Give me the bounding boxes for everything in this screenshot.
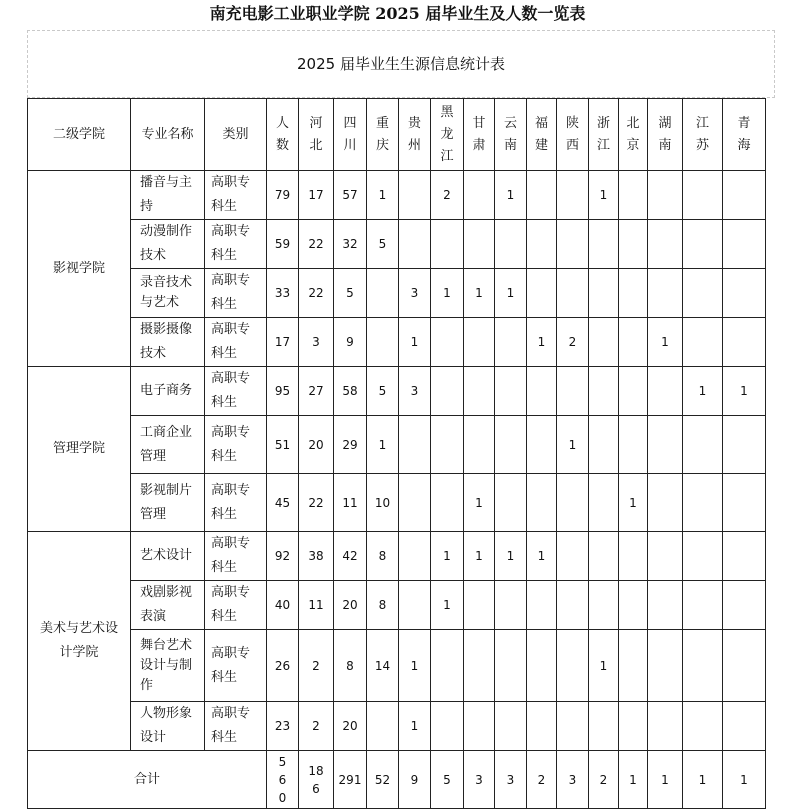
value-cell — [648, 474, 683, 532]
value-cell — [619, 416, 648, 474]
value-cell: 1 — [431, 269, 464, 318]
total-value: 52 — [367, 751, 399, 809]
value-cell — [648, 269, 683, 318]
value-cell: 27 — [299, 367, 334, 416]
header-cell — [527, 99, 557, 171]
value-cell — [527, 269, 557, 318]
value-cell: 1 — [723, 367, 766, 416]
value-cell: 42 — [334, 532, 367, 581]
total-value: 3 — [557, 751, 589, 809]
total-value: 291 — [334, 751, 367, 809]
value-cell — [683, 630, 723, 702]
value-cell: 1 — [464, 474, 495, 532]
total-value: 1 — [648, 751, 683, 809]
value-cell — [683, 581, 723, 630]
major-cell: 播音与主持 — [131, 171, 205, 220]
value-cell — [557, 171, 589, 220]
value-cell — [589, 318, 619, 367]
header-cell — [267, 99, 299, 171]
category-cell: 高职专科生 — [205, 367, 267, 416]
value-cell: 22 — [299, 220, 334, 269]
header-cell-text: 湖南 — [658, 115, 672, 153]
value-cell — [589, 474, 619, 532]
value-cell — [619, 269, 648, 318]
table-row — [28, 702, 766, 751]
value-cell — [648, 171, 683, 220]
category-cell: 高职专科生 — [205, 532, 267, 581]
value-cell: 38 — [299, 532, 334, 581]
value-cell: 59 — [267, 220, 299, 269]
value-cell — [723, 220, 766, 269]
value-cell: 17 — [267, 318, 299, 367]
value-cell: 1 — [367, 416, 399, 474]
table-row — [28, 367, 766, 416]
value-cell — [527, 474, 557, 532]
table-body — [28, 171, 766, 809]
header-cell — [683, 99, 723, 171]
value-cell — [589, 532, 619, 581]
value-cell: 14 — [367, 630, 399, 702]
total-value: 9 — [399, 751, 431, 809]
value-cell: 8 — [334, 630, 367, 702]
value-cell — [464, 220, 495, 269]
table-caption: 2025 届毕业生生源信息统计表 — [297, 55, 505, 73]
value-cell — [683, 220, 723, 269]
header-cell-text: 河北 — [309, 115, 323, 153]
value-cell — [648, 581, 683, 630]
total-value: 3 — [495, 751, 527, 809]
total-value: 1 — [619, 751, 648, 809]
value-cell: 3 — [299, 318, 334, 367]
header-row — [28, 99, 766, 171]
major-cell: 电子商务 — [131, 367, 205, 416]
value-cell — [464, 630, 495, 702]
header-cell: 二级学院 — [28, 99, 131, 171]
value-cell — [464, 416, 495, 474]
value-cell: 5 — [334, 269, 367, 318]
value-cell: 8 — [367, 532, 399, 581]
value-cell — [557, 474, 589, 532]
category-cell: 高职专科生 — [205, 220, 267, 269]
value-cell: 51 — [267, 416, 299, 474]
value-cell — [619, 367, 648, 416]
total-value: 3 — [464, 751, 495, 809]
college-cell: 美术与艺术设计学院 — [28, 532, 131, 751]
header-cell — [299, 99, 334, 171]
value-cell: 79 — [267, 171, 299, 220]
value-cell: 20 — [299, 416, 334, 474]
value-cell: 1 — [464, 269, 495, 318]
value-cell: 1 — [464, 532, 495, 581]
value-cell: 2 — [431, 171, 464, 220]
value-cell — [557, 581, 589, 630]
value-cell: 11 — [299, 581, 334, 630]
value-cell: 58 — [334, 367, 367, 416]
value-cell: 92 — [267, 532, 299, 581]
value-cell — [589, 702, 619, 751]
header-cell-text: 云南 — [503, 115, 517, 153]
value-cell: 1 — [431, 532, 464, 581]
value-cell — [723, 581, 766, 630]
value-cell — [723, 171, 766, 220]
value-cell — [495, 367, 527, 416]
header-cell-text: 贵州 — [407, 115, 421, 153]
value-cell: 5 — [367, 367, 399, 416]
value-cell: 1 — [557, 416, 589, 474]
value-cell — [399, 416, 431, 474]
header-cell-text: 四川 — [343, 115, 357, 153]
category-cell: 高职专科生 — [205, 474, 267, 532]
value-cell — [557, 367, 589, 416]
value-cell — [648, 367, 683, 416]
total-value: 2 — [527, 751, 557, 809]
value-cell — [527, 367, 557, 416]
major-cell: 艺术设计 — [131, 532, 205, 581]
value-cell — [648, 416, 683, 474]
total-value: 1 — [683, 751, 723, 809]
value-cell: 1 — [495, 171, 527, 220]
value-cell: 45 — [267, 474, 299, 532]
value-cell — [495, 318, 527, 367]
value-cell: 2 — [299, 630, 334, 702]
value-cell — [589, 416, 619, 474]
total-label: 合计 — [28, 751, 267, 809]
table-container — [27, 98, 766, 809]
value-cell: 95 — [267, 367, 299, 416]
header-cell-text: 江苏 — [695, 115, 709, 153]
header-cell-text: 福建 — [534, 115, 548, 153]
value-cell — [464, 318, 495, 367]
table-row — [28, 269, 766, 318]
category-cell: 高职专科生 — [205, 318, 267, 367]
value-cell — [557, 532, 589, 581]
value-cell — [619, 220, 648, 269]
value-cell — [367, 269, 399, 318]
value-cell: 1 — [399, 630, 431, 702]
value-cell: 29 — [334, 416, 367, 474]
college-cell: 管理学院 — [28, 367, 131, 532]
header-cell-text: 青海 — [737, 115, 751, 153]
value-cell — [683, 532, 723, 581]
value-cell: 22 — [299, 474, 334, 532]
value-cell — [399, 220, 431, 269]
value-cell: 26 — [267, 630, 299, 702]
value-cell: 33 — [267, 269, 299, 318]
header-cell — [723, 99, 766, 171]
category-cell: 高职专科生 — [205, 581, 267, 630]
category-cell: 高职专科生 — [205, 171, 267, 220]
value-cell — [683, 474, 723, 532]
header-cell — [495, 99, 527, 171]
value-cell — [431, 416, 464, 474]
table-row — [28, 532, 766, 581]
value-cell: 57 — [334, 171, 367, 220]
value-cell: 3 — [399, 367, 431, 416]
value-cell — [464, 367, 495, 416]
header-cell: 类别 — [205, 99, 267, 171]
value-cell: 1 — [431, 581, 464, 630]
value-cell: 22 — [299, 269, 334, 318]
header-cell — [589, 99, 619, 171]
value-cell: 1 — [648, 318, 683, 367]
value-cell — [431, 220, 464, 269]
total-value: 186 — [299, 751, 334, 809]
value-cell — [527, 171, 557, 220]
value-cell: 20 — [334, 702, 367, 751]
value-cell — [723, 318, 766, 367]
college-cell: 影视学院 — [28, 171, 131, 367]
value-cell — [723, 474, 766, 532]
value-cell: 40 — [267, 581, 299, 630]
value-cell — [683, 702, 723, 751]
major-cell: 舞台艺术设计与制作 — [131, 630, 205, 702]
header-cell — [464, 99, 495, 171]
value-cell — [589, 269, 619, 318]
value-cell — [431, 318, 464, 367]
major-cell: 影视制片管理 — [131, 474, 205, 532]
table-row — [28, 581, 766, 630]
header-cell — [399, 99, 431, 171]
header-cell — [557, 99, 589, 171]
header-cell-text: 人数 — [275, 115, 289, 153]
value-cell — [648, 220, 683, 269]
value-cell — [399, 474, 431, 532]
value-cell — [527, 581, 557, 630]
value-cell: 20 — [334, 581, 367, 630]
category-cell: 高职专科生 — [205, 269, 267, 318]
value-cell: 11 — [334, 474, 367, 532]
value-cell — [495, 416, 527, 474]
value-cell — [495, 220, 527, 269]
value-cell — [619, 581, 648, 630]
value-cell — [723, 532, 766, 581]
value-cell — [683, 171, 723, 220]
value-cell: 23 — [267, 702, 299, 751]
value-cell — [527, 630, 557, 702]
major-cell: 摄影摄像技术 — [131, 318, 205, 367]
value-cell — [589, 581, 619, 630]
category-cell: 高职专科生 — [205, 416, 267, 474]
header-cell-text: 浙江 — [596, 115, 610, 153]
header-cell: 专业名称 — [131, 99, 205, 171]
major-cell: 录音技术与艺术 — [131, 269, 205, 318]
value-cell — [557, 220, 589, 269]
header-cell-text: 黑龙江 — [440, 104, 454, 164]
value-cell — [464, 581, 495, 630]
value-cell — [399, 171, 431, 220]
category-cell: 高职专科生 — [205, 630, 267, 702]
table-row — [28, 416, 766, 474]
value-cell — [431, 630, 464, 702]
value-cell — [495, 702, 527, 751]
value-cell — [648, 630, 683, 702]
major-cell: 工商企业管理 — [131, 416, 205, 474]
value-cell — [723, 269, 766, 318]
value-cell — [557, 630, 589, 702]
header-cell — [431, 99, 464, 171]
value-cell: 1 — [495, 532, 527, 581]
value-cell: 10 — [367, 474, 399, 532]
value-cell — [619, 702, 648, 751]
header-cell — [619, 99, 648, 171]
value-cell — [495, 630, 527, 702]
value-cell: 1 — [683, 367, 723, 416]
value-cell — [648, 702, 683, 751]
header-cell-text: 甘肃 — [472, 115, 486, 153]
value-cell: 2 — [299, 702, 334, 751]
value-cell: 32 — [334, 220, 367, 269]
table-row — [28, 318, 766, 367]
value-cell: 1 — [589, 171, 619, 220]
value-cell — [683, 416, 723, 474]
value-cell — [683, 269, 723, 318]
value-cell — [367, 702, 399, 751]
value-cell: 1 — [589, 630, 619, 702]
table-row — [28, 630, 766, 702]
value-cell: 1 — [495, 269, 527, 318]
value-cell — [464, 171, 495, 220]
value-cell — [723, 630, 766, 702]
header-cell — [334, 99, 367, 171]
value-cell: 1 — [367, 171, 399, 220]
value-cell: 1 — [399, 318, 431, 367]
header-cell-text: 陕西 — [565, 115, 579, 153]
value-cell — [431, 367, 464, 416]
value-cell: 1 — [619, 474, 648, 532]
value-cell: 3 — [399, 269, 431, 318]
value-cell: 9 — [334, 318, 367, 367]
value-cell — [648, 532, 683, 581]
total-value: 5 — [431, 751, 464, 809]
header-cell-text: 重庆 — [375, 115, 389, 153]
header-cell — [367, 99, 399, 171]
value-cell — [495, 581, 527, 630]
value-cell: 1 — [527, 318, 557, 367]
value-cell — [464, 702, 495, 751]
value-cell — [683, 318, 723, 367]
value-cell: 5 — [367, 220, 399, 269]
value-cell — [619, 532, 648, 581]
value-cell — [367, 318, 399, 367]
value-cell — [527, 702, 557, 751]
value-cell — [431, 474, 464, 532]
total-value: 1 — [723, 751, 766, 809]
value-cell: 1 — [399, 702, 431, 751]
major-cell: 人物形象设计 — [131, 702, 205, 751]
header-cell — [648, 99, 683, 171]
value-cell — [589, 367, 619, 416]
value-cell: 1 — [527, 532, 557, 581]
graduate-source-table — [27, 98, 766, 809]
value-cell: 8 — [367, 581, 399, 630]
total-row — [28, 751, 766, 809]
header-cell-text: 北京 — [626, 115, 640, 153]
value-cell — [557, 702, 589, 751]
major-cell: 戏剧影视表演 — [131, 581, 205, 630]
table-row — [28, 220, 766, 269]
page-title: 南充电影工业职业学院 2025 届毕业生及人数一览表 — [209, 4, 586, 23]
value-cell — [723, 702, 766, 751]
value-cell — [495, 474, 527, 532]
value-cell: 17 — [299, 171, 334, 220]
value-cell: 2 — [557, 318, 589, 367]
value-cell — [589, 220, 619, 269]
category-cell: 高职专科生 — [205, 702, 267, 751]
table-row — [28, 474, 766, 532]
value-cell — [619, 318, 648, 367]
value-cell — [527, 416, 557, 474]
value-cell — [557, 269, 589, 318]
major-cell: 动漫制作技术 — [131, 220, 205, 269]
value-cell — [527, 220, 557, 269]
value-cell — [399, 581, 431, 630]
value-cell — [399, 532, 431, 581]
value-cell — [723, 416, 766, 474]
value-cell — [431, 702, 464, 751]
total-value: 560 — [267, 751, 299, 809]
value-cell — [619, 171, 648, 220]
value-cell — [619, 630, 648, 702]
table-row — [28, 171, 766, 220]
total-value: 2 — [589, 751, 619, 809]
